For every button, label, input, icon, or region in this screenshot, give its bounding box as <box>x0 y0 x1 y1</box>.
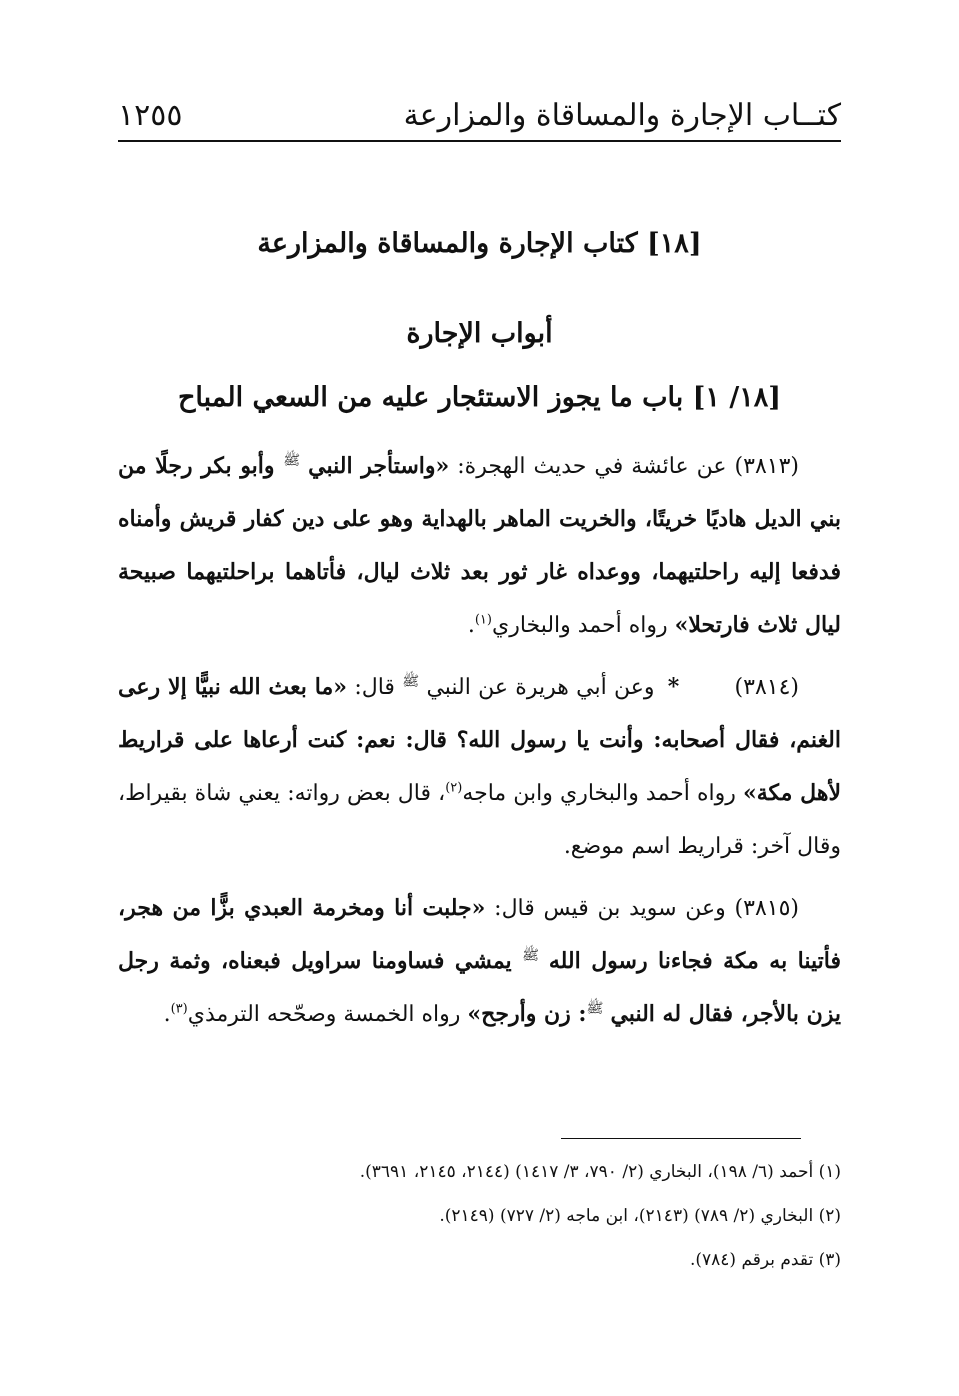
hadith-narration-continued: قال: <box>347 675 403 700</box>
footnote-1: (١) أحمد (٦/ ١٩٨)، البخاري (٢/ ٧٩٠، ٣/ ١٤١٧) (٢١٤٤، ٢١٤٥، ٣٦٩١). <box>359 1162 841 1182</box>
prophet-eulogy-glyph: ﷺ <box>522 947 540 964</box>
section-heading: أبواب الإجارة <box>406 318 553 349</box>
hadith-quote-end: : زن وأرجح» <box>467 1001 587 1027</box>
sentence-end: . <box>163 1002 171 1027</box>
running-title: كتــاب الإجارة والمساقاة والمزارعة <box>403 98 841 133</box>
footnote-marker: (٣) <box>170 1001 188 1017</box>
footnote-marker: (٢) <box>445 780 463 796</box>
hadith-source: رواه الخمسة وصحّحه الترمذي <box>187 1002 468 1027</box>
hadith-narration: عن عائشة في حديث الهجرة: <box>449 454 727 479</box>
hadith-quote-continued: يمشي فساومنا سراويل فبعناه، وثمة رجل يزن بالأجر، فقال له النبي <box>118 948 841 1027</box>
footnote-3: (٣) تقدم برقم (٧٨٤). <box>689 1250 841 1270</box>
hadith-narration: وعن أبي هريرة عن النبي <box>426 675 655 700</box>
hadith-body <box>118 440 841 1050</box>
hadith-3814 <box>118 661 841 873</box>
sentence-end: . <box>467 613 475 638</box>
hadith-source: رواه أحمد والبخاري <box>491 613 675 638</box>
hadith-number: (٣٨١٣) <box>734 454 799 479</box>
book-title: [١٨] كتاب الإجارة والمساقاة والمزارعة <box>257 228 702 259</box>
hadith-quote-continued: وأبو بكر رجلًا من بني الديل هاديًا خريتًا، والخريت الماهر بالهداية وهو على دين كفار قريش وأمناه فدفعا إليه راحلتيهما، ووعداه غار ثور بعد ثلاث ليال، فأتاهما براحلتيهما صبيحة ليال ثلاث فارتحلا» <box>118 453 841 638</box>
hadith-source: رواه أحمد والبخاري وابن ماجه <box>462 781 743 806</box>
footnote-marker: (١) <box>474 612 492 628</box>
star-icon: * <box>667 674 680 700</box>
hadith-number: (٣٨١٤) <box>734 675 799 700</box>
hadith-commentary: ، قال بعض رواته: يعني شاة بقيراط، وقال آخر: قراريط اسم موضع. <box>118 781 841 859</box>
hadith-3813 <box>118 440 841 652</box>
prophet-eulogy-glyph: ﷺ <box>586 1000 604 1017</box>
chapter-heading: [١٨/ ١] باب ما يجوز الاستئجار عليه من السعي المباح <box>177 382 781 413</box>
hadith-quote: «واستأجر النبي <box>308 453 450 479</box>
prophet-eulogy-glyph: ﷺ <box>402 673 420 690</box>
hadith-quote: «ما بعث الله نبيًّا إلا رعى الغنم، فقال أصحابه: وأنت يا رسول الله؟ قال: نعم: كنت أرعاها على قراريط لأهل مكة» <box>118 674 841 806</box>
prophet-eulogy-glyph: ﷺ <box>283 452 301 469</box>
footnote-divider <box>561 1138 801 1139</box>
footnote-2: (٢) البخاري (٢/ ٧٨٩) (٢١٤٣)، ابن ماجه (٢/ ٧٢٧) (٢١٤٩). <box>439 1206 841 1226</box>
running-header <box>118 92 841 136</box>
hadith-quote: «جلبت أنا ومخرمة العبدي بزًّا من هجر، فأتينا به مكة فجاءنا رسول الله <box>118 895 841 974</box>
hadith-narration: وعن سويد بن قيس قال: <box>485 896 726 921</box>
footnotes <box>118 1150 841 1282</box>
hadith-number: (٣٨١٥) <box>734 896 799 921</box>
page-number: ١٢٥٥ <box>118 98 183 133</box>
header-divider <box>118 140 841 142</box>
hadith-3815 <box>118 882 841 1041</box>
